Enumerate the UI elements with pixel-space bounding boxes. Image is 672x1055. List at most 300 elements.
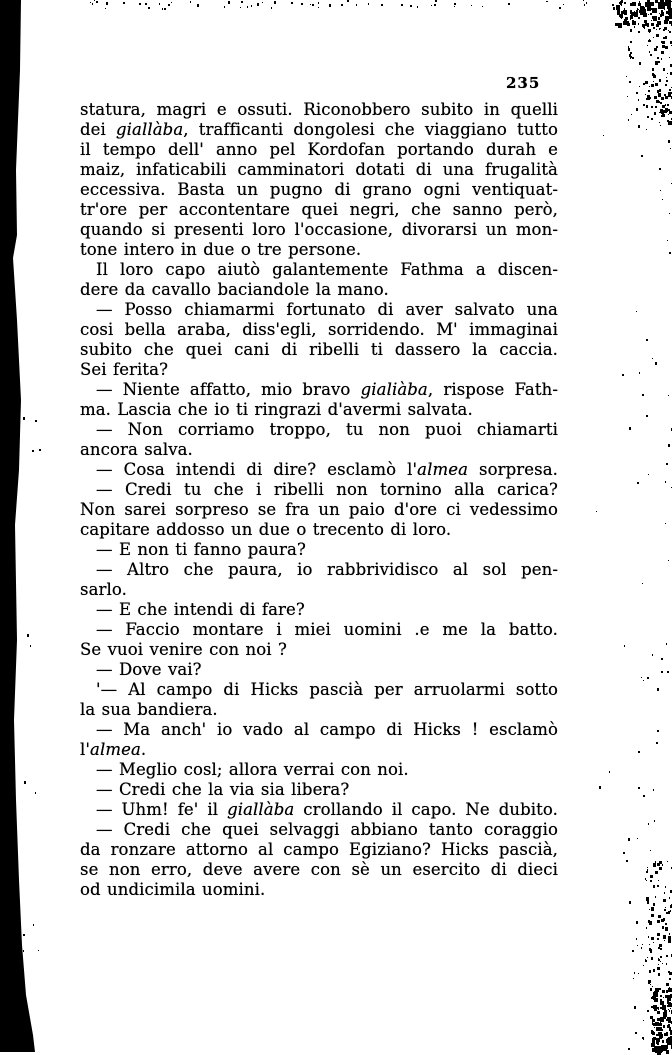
scan-speckle (653, 969, 655, 972)
scan-speckle (657, 688, 659, 691)
scan-speckle (647, 7, 650, 11)
text-segment: , trafficanti dongolesi che viaggiano tutto (183, 120, 558, 139)
scan-speckle (645, 878, 646, 880)
scan-speckle (647, 95, 650, 99)
text-segment: la sua bandiera. (80, 700, 218, 719)
scan-speckle (584, 4, 585, 6)
scan-speckle (665, 1033, 668, 1036)
scan-speckle (649, 90, 650, 91)
scan-speckle (651, 1030, 653, 1032)
scan-speckle (640, 10, 644, 15)
scan-speckle (636, 92, 638, 94)
scan-speckle (662, 1005, 666, 1010)
scan-speckle (652, 358, 653, 359)
text-line (80, 360, 558, 380)
scan-speckle (638, 3, 641, 6)
scan-speckle (667, 995, 670, 999)
scan-speckle (665, 84, 667, 86)
scan-speckle (603, 135, 604, 136)
scan-speckle (649, 86, 650, 87)
text-segment: . (141, 740, 146, 759)
scan-speckle (658, 947, 660, 949)
text-segment: — Credi che quei selvaggi abbiano tanto coraggio (96, 820, 558, 839)
scan-speckle (613, 7, 615, 10)
scan-speckle (644, 20, 647, 23)
scan-speckle (667, 1002, 669, 1004)
scan-speckle (651, 914, 654, 917)
scan-speckle (262, 2, 263, 3)
scan-speckle (639, 10, 642, 13)
scan-speckle (329, 4, 331, 7)
scan-speckle (645, 81, 648, 84)
scan-speckle (634, 13, 635, 15)
scan-speckle (642, 24, 645, 27)
scan-speckle (648, 29, 651, 32)
text-line (80, 860, 558, 880)
scan-speckle (625, 22, 628, 25)
scan-speckle (648, 982, 650, 984)
scan-speckle (616, 5, 620, 9)
scan-speckle (649, 948, 651, 951)
scan-speckle (653, 1037, 656, 1040)
scan-speckle (656, 1048, 660, 1052)
scan-speckle (656, 995, 658, 997)
text-line (80, 340, 558, 360)
scan-speckle (643, 83, 645, 85)
scan-speckle (624, 2, 626, 4)
scan-speckle (301, 3, 303, 5)
scan-speckle (620, 2, 622, 5)
scan-speckle (648, 920, 650, 923)
scan-speckle (435, 0, 437, 2)
scan-speckle (139, 3, 141, 5)
scan-speckle (627, 96, 628, 97)
text-block (80, 100, 558, 900)
binding-shadow-bar (0, 0, 40, 1052)
text-segment: — Niente affatto, mio bravo (96, 380, 361, 399)
scan-speckle (654, 1027, 655, 1028)
scan-speckle (664, 1010, 666, 1013)
scan-speckle (636, 108, 638, 111)
scan-speckle (659, 122, 660, 123)
scan-speckle (666, 1032, 668, 1035)
text-segment: giallàba (227, 800, 294, 819)
text-line (80, 640, 558, 660)
scan-speckle (646, 897, 649, 901)
scan-speckle (668, 1037, 672, 1041)
scan-speckle (620, 14, 623, 18)
scan-speckle (653, 885, 655, 888)
scan-speckle (653, 17, 655, 19)
scan-speckle (626, 76, 627, 77)
scan-speckle (643, 1039, 644, 1040)
scan-speckle (657, 57, 659, 59)
scan-speckle (668, 1020, 671, 1023)
scan-speckle (668, 1024, 670, 1027)
scan-speckle (629, 901, 631, 904)
scan-speckle (660, 102, 662, 104)
scan-speckle (631, 56, 632, 58)
scan-speckle (454, 6, 455, 7)
scan-speckle (638, 9, 639, 10)
scan-speckle (646, 129, 647, 130)
scan-speckle (654, 991, 658, 995)
scan-speckle (662, 45, 665, 48)
scan-speckle (629, 427, 631, 430)
text-line (80, 320, 558, 340)
scan-speckle (665, 36, 667, 39)
scan-speckle (668, 395, 669, 396)
scan-speckle (646, 339, 648, 341)
scan-speckle (664, 27, 667, 30)
scan-speckle (106, 2, 108, 5)
scan-speckle (647, 7, 651, 11)
scan-speckle (666, 983, 669, 986)
scan-speckle (665, 96, 668, 99)
scan-speckle (647, 867, 648, 868)
scan-speckle (665, 1015, 667, 1017)
scan-speckle (660, 1017, 664, 1022)
scan-speckle (655, 861, 656, 863)
text-line (80, 500, 558, 520)
scan-speckle (656, 1040, 659, 1044)
scan-speckle (145, 3, 147, 5)
scan-speckle (657, 1050, 661, 1055)
scan-speckle (654, 112, 656, 115)
scan-speckle (623, 852, 625, 854)
scan-speckle (668, 8, 672, 13)
text-line (80, 680, 558, 700)
scan-speckle (624, 645, 625, 647)
scan-speckle (659, 988, 661, 990)
scan-speckle (664, 940, 665, 941)
scan-speckle (638, 751, 640, 753)
scan-speckle (148, 7, 150, 9)
scan-speckle (642, 1037, 644, 1039)
scan-speckle (190, 1, 191, 3)
scan-speckle (546, 1, 547, 2)
text-line (80, 720, 558, 740)
text-line (80, 140, 558, 160)
scan-speckle (649, 97, 651, 99)
scan-speckle (660, 1046, 664, 1050)
scan-speckle (655, 988, 659, 992)
text-segment: se non erro, deve avere con sè un esercito di dieci (80, 860, 558, 879)
scan-speckle (643, 8, 644, 10)
scan-speckle (670, 1038, 671, 1039)
scan-speckle (643, 680, 644, 681)
scan-speckle (653, 37, 654, 38)
scan-speckle (631, 114, 632, 115)
scan-speckle (657, 920, 660, 923)
scan-speckle (661, 115, 663, 117)
scan-blob (668, 10, 672, 15)
scan-speckle (162, 8, 163, 10)
scan-speckle (621, 11, 623, 14)
scan-speckle (665, 995, 668, 998)
scan-speckle (666, 1041, 668, 1043)
scan-speckle (654, 998, 658, 1002)
scan-speckle (621, 0, 623, 2)
scan-speckle (646, 23, 649, 26)
scan-speckle (628, 119, 629, 121)
scan-speckle (659, 944, 662, 947)
scan-speckle (627, 21, 628, 22)
scan-speckle (647, 5, 651, 10)
scan-speckle (668, 109, 670, 111)
scan-speckle (628, 838, 630, 841)
scan-speckle (652, 1044, 653, 1045)
scan-speckle (669, 987, 670, 988)
scan-speckle (665, 1046, 666, 1047)
scan-speckle (667, 671, 669, 673)
scan-speckle (641, 8, 644, 11)
scan-speckle (637, 838, 638, 839)
scan-speckle (648, 40, 650, 42)
scan-speckle (643, 965, 644, 966)
scan-speckle (96, 1, 98, 3)
scan-speckle (624, 12, 627, 15)
scan-blob (667, 1038, 672, 1045)
scan-speckle (659, 1034, 663, 1038)
scan-speckle (669, 252, 671, 254)
scan-speckle (657, 1046, 660, 1049)
scan-speckle (92, 3, 93, 5)
scan-speckle (670, 1008, 671, 1009)
scan-speckle (660, 14, 662, 17)
scan-speckle (658, 61, 660, 63)
scan-speckle (650, 880, 652, 882)
scan-speckle (647, 24, 649, 26)
scan-speckle (647, 0, 650, 3)
scan-speckle (651, 957, 653, 960)
scan-speckle (247, 6, 248, 8)
scan-speckle (660, 190, 661, 191)
scan-speckle (657, 1043, 659, 1045)
scan-speckle (652, 1023, 654, 1025)
scan-speckle (652, 1022, 653, 1023)
scan-speckle (224, 6, 225, 8)
scan-speckle (657, 730, 659, 732)
scan-speckle (660, 956, 662, 958)
scan-speckle (656, 46, 658, 48)
scan-speckle (647, 957, 648, 958)
scan-speckle (637, 482, 639, 484)
scan-speckle (661, 51, 664, 54)
scan-speckle (655, 1022, 657, 1025)
scan-speckle (661, 10, 663, 12)
scan-speckle (662, 990, 665, 993)
scan-speckle (652, 996, 654, 998)
scan-speckle (586, 2, 587, 4)
scan-speckle (651, 8, 652, 10)
scan-speckle (668, 971, 670, 973)
scan-speckle (638, 17, 640, 19)
scan-speckle (649, 970, 651, 973)
scan-speckle (650, 850, 651, 851)
scan-speckle (628, 1048, 630, 1050)
scan-speckle (646, 105, 648, 108)
scan-speckle (655, 896, 656, 898)
scan-speckle (668, 911, 670, 914)
scan-speckle (668, 92, 671, 96)
scan-speckle (645, 23, 647, 26)
scan-speckle (648, 936, 649, 938)
scan-speckle (665, 886, 666, 888)
scan-speckle (652, 1045, 653, 1047)
scan-speckle (664, 1045, 668, 1049)
scan-speckle (651, 1006, 653, 1008)
scan-speckle (655, 106, 657, 108)
text-line (80, 780, 558, 800)
scan-speckle (666, 1039, 670, 1043)
text-segment: tone intero in due o tre persone. (80, 240, 361, 259)
scan-speckle (630, 19, 631, 20)
scan-speckle (663, 899, 666, 902)
scan-speckle (668, 990, 670, 992)
scan-speckle (637, 945, 638, 946)
scan-speckle (381, 4, 383, 6)
scan-speckle (659, 1035, 662, 1039)
text-segment: Sei ferita? (80, 360, 168, 379)
scan-speckle (662, 105, 665, 108)
text-segment: — Uhm! fe' il (96, 800, 227, 819)
scan-speckle (665, 16, 669, 21)
scan-speckle (623, 21, 626, 25)
scan-speckle (609, 771, 610, 773)
scan-speckle (661, 4, 664, 7)
scan-speckle (639, 86, 640, 87)
scan-speckle (621, 5, 622, 6)
scan-speckle (658, 1008, 659, 1010)
text-line (80, 700, 558, 720)
text-segment: cosi bella araba, diss'egli, sorridendo. M' immaginai (80, 320, 558, 339)
scan-speckle (639, 1, 640, 3)
scan-speckle (638, 99, 639, 101)
scan-speckle (660, 1007, 662, 1009)
scan-speckle (667, 240, 668, 241)
text-line (80, 580, 558, 600)
scan-speckle (661, 58, 662, 60)
scan-speckle (649, 909, 650, 910)
scan-speckle (228, 1, 230, 4)
scan-speckle (648, 14, 649, 15)
scan-speckle (667, 5, 671, 9)
text-line (80, 600, 558, 620)
scan-speckle (655, 83, 658, 86)
scan-speckle (659, 867, 662, 870)
scan-speckle (663, 918, 665, 921)
scan-speckle (669, 89, 671, 91)
scan-speckle (241, 1, 243, 3)
text-segment: l' (80, 740, 90, 759)
scan-speckle (649, 921, 652, 925)
scan-speckle (669, 16, 670, 17)
scan-speckle (626, 12, 627, 14)
scan-speckle (666, 990, 668, 993)
scan-speckle (649, 944, 650, 945)
scan-speckle (664, 909, 666, 911)
scan-speckle (659, 112, 660, 113)
scan-speckle (670, 910, 671, 912)
scan-speckle (660, 28, 661, 29)
scan-speckle (563, 4, 564, 5)
scan-speckle (626, 11, 627, 12)
scan-speckle (661, 41, 662, 43)
scan-speckle (667, 104, 669, 106)
scan-speckle (634, 11, 635, 12)
scan-speckle (668, 936, 671, 939)
scan-speckle (661, 12, 664, 16)
scan-speckle (661, 671, 663, 673)
scan-speckle (662, 114, 665, 117)
scan-speckle (662, 963, 663, 964)
scan-speckle (668, 94, 669, 96)
scan-speckle (659, 861, 662, 864)
scan-speckle (641, 677, 642, 678)
scan-blob (658, 2, 665, 9)
scan-speckle (665, 923, 667, 925)
scan-speckle (659, 79, 661, 82)
scan-speckle (651, 1043, 655, 1047)
text-line (80, 420, 558, 440)
scan-speckle (668, 1002, 671, 1006)
scan-speckle (257, 3, 259, 6)
scan-speckle (669, 999, 671, 1001)
scan-speckle (632, 57, 634, 59)
scan-speckle (647, 97, 650, 100)
scan-speckle (661, 919, 664, 922)
text-segment: ancora salva. (80, 440, 193, 459)
scan-speckle (618, 23, 622, 28)
scan-speckle (656, 100, 659, 103)
scan-blob (652, 8, 657, 13)
scan-speckle (659, 1047, 661, 1050)
scan-speckle (670, 148, 671, 149)
scan-speckle (665, 1010, 667, 1012)
scan-speckle (652, 1038, 654, 1040)
scan-speckle (666, 11, 669, 14)
scan-speckle (642, 8, 644, 10)
scan-speckle (652, 1030, 653, 1031)
scan-speckle (649, 32, 650, 33)
scan-speckle (637, 8, 638, 10)
text-segment: ma. Lascia che io ti ringrazi d'avermi salvata. (80, 400, 473, 419)
text-line (80, 460, 558, 480)
scan-speckle (653, 992, 657, 997)
text-segment: — Ma anch' io vado al campo di Hicks ! esclamò (96, 720, 558, 739)
scan-speckle (658, 915, 661, 918)
scan-speckle (623, 10, 627, 14)
scan-speckle (651, 1031, 654, 1034)
text-segment: subito che quei cani di ribelli ti dassero la caccia. (80, 340, 558, 359)
scan-speckle (630, 52, 632, 54)
text-line (80, 620, 558, 640)
scan-speckle (615, 23, 618, 26)
scan-speckle (312, 4, 314, 6)
scan-speckle (660, 961, 661, 962)
scan-speckle (663, 1014, 666, 1017)
scan-speckle (656, 1038, 658, 1040)
text-segment: quando si presenti loro l'occasione, divorarsi un mon- (80, 220, 558, 239)
scan-speckle (646, 880, 647, 881)
scan-speckle (663, 1012, 667, 1016)
scan-speckle (318, 2, 319, 4)
scan-speckle (657, 1018, 660, 1021)
scan-speckle (668, 11, 670, 13)
scan-speckle (660, 1001, 664, 1005)
scan-speckle (638, 787, 640, 789)
